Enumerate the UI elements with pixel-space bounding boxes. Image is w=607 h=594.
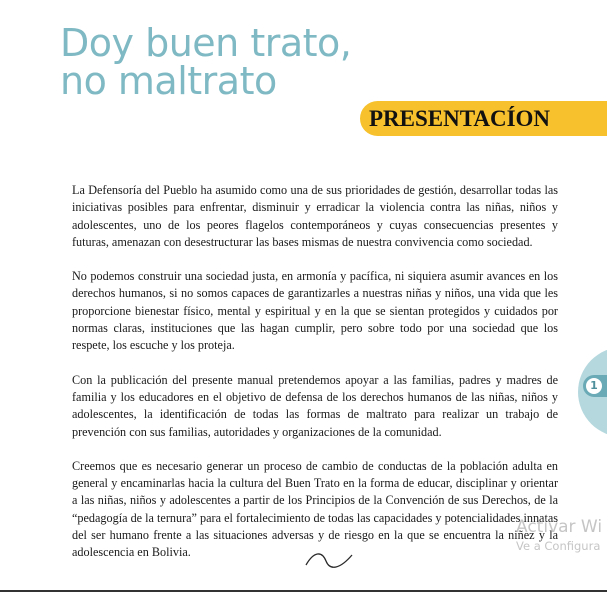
title-line-2: no maltrato [60,59,277,103]
paragraph-4: Creemos que es necesario generar un proceso de cambio de conductas de la población adulta en general y encaminarlas hacia la cultura del Buen Trato en la forma de educar, disciplinar y orientar a las niñas, niños y adolescentes a partir de los Principios de la Convención de sus Derechos, de la “pedagogía de la ternura” para el fortalecimiento de todas las capacidades y potencialidades innatas del ser humano frente a las situaciones adversas y de riesgo en la que se encuentra la niñez y la adolescencia en Bolivia. [72,458,558,560]
document-title [60,21,352,103]
paragraph-2: No podemos construir una sociedad justa, en armonía y pacífica, ni siquiera asumir avances en los derechos humanos, si no somos capaces de garantizarles a nuestras niñas y niños, una vida que les proporcione bienestar físico, mental y espiritual y en la que se sientan protegidos y cuidados por normas claras, instituciones que las hagan cumplir, pero sobre todo por una sociedad que los respete, los escuche y los proteja. [72,269,558,353]
section-banner [360,101,607,136]
section-heading: PRESENTACÍON [369,106,551,131]
body-text [72,182,558,579]
chapter-badge [583,375,607,397]
signature-mark [300,543,360,573]
paragraph-1: La Defensoría del Pueblo ha asumido como una de sus prioridades de gestión, desarrollar todas las iniciativas posibles para enfrentar, disminuir y erradicar la violencia contra las niñas, niños y adolescentes, uno de los peores flagelos contemporáneos y cuyas consecuencias presentes y futuras, amenazan con desestructurar las bases mismas de nuestra convivencia como sociedad. [72,183,558,249]
watermark-title: Activar Wi [516,517,603,537]
title-line-1: Doy buen trato, [60,21,352,65]
watermark-subtitle: Ve a Configura [516,539,601,553]
paragraph-3: Con la publicación del presente manual pretendemos apoyar a las familias, padres y madres de familia y los educadores en el objetivo de defensa de los derechos humanos de las niñas, niños y adolescentes, la identificación de todas las formas de maltrato para realizar un trabajo de prevención con sus familias, autoridades y organizaciones de la comunidad. [72,372,558,439]
page-bottom-rule [0,590,607,592]
activation-watermark [516,516,602,554]
chapter-number: 1 [586,378,602,394]
